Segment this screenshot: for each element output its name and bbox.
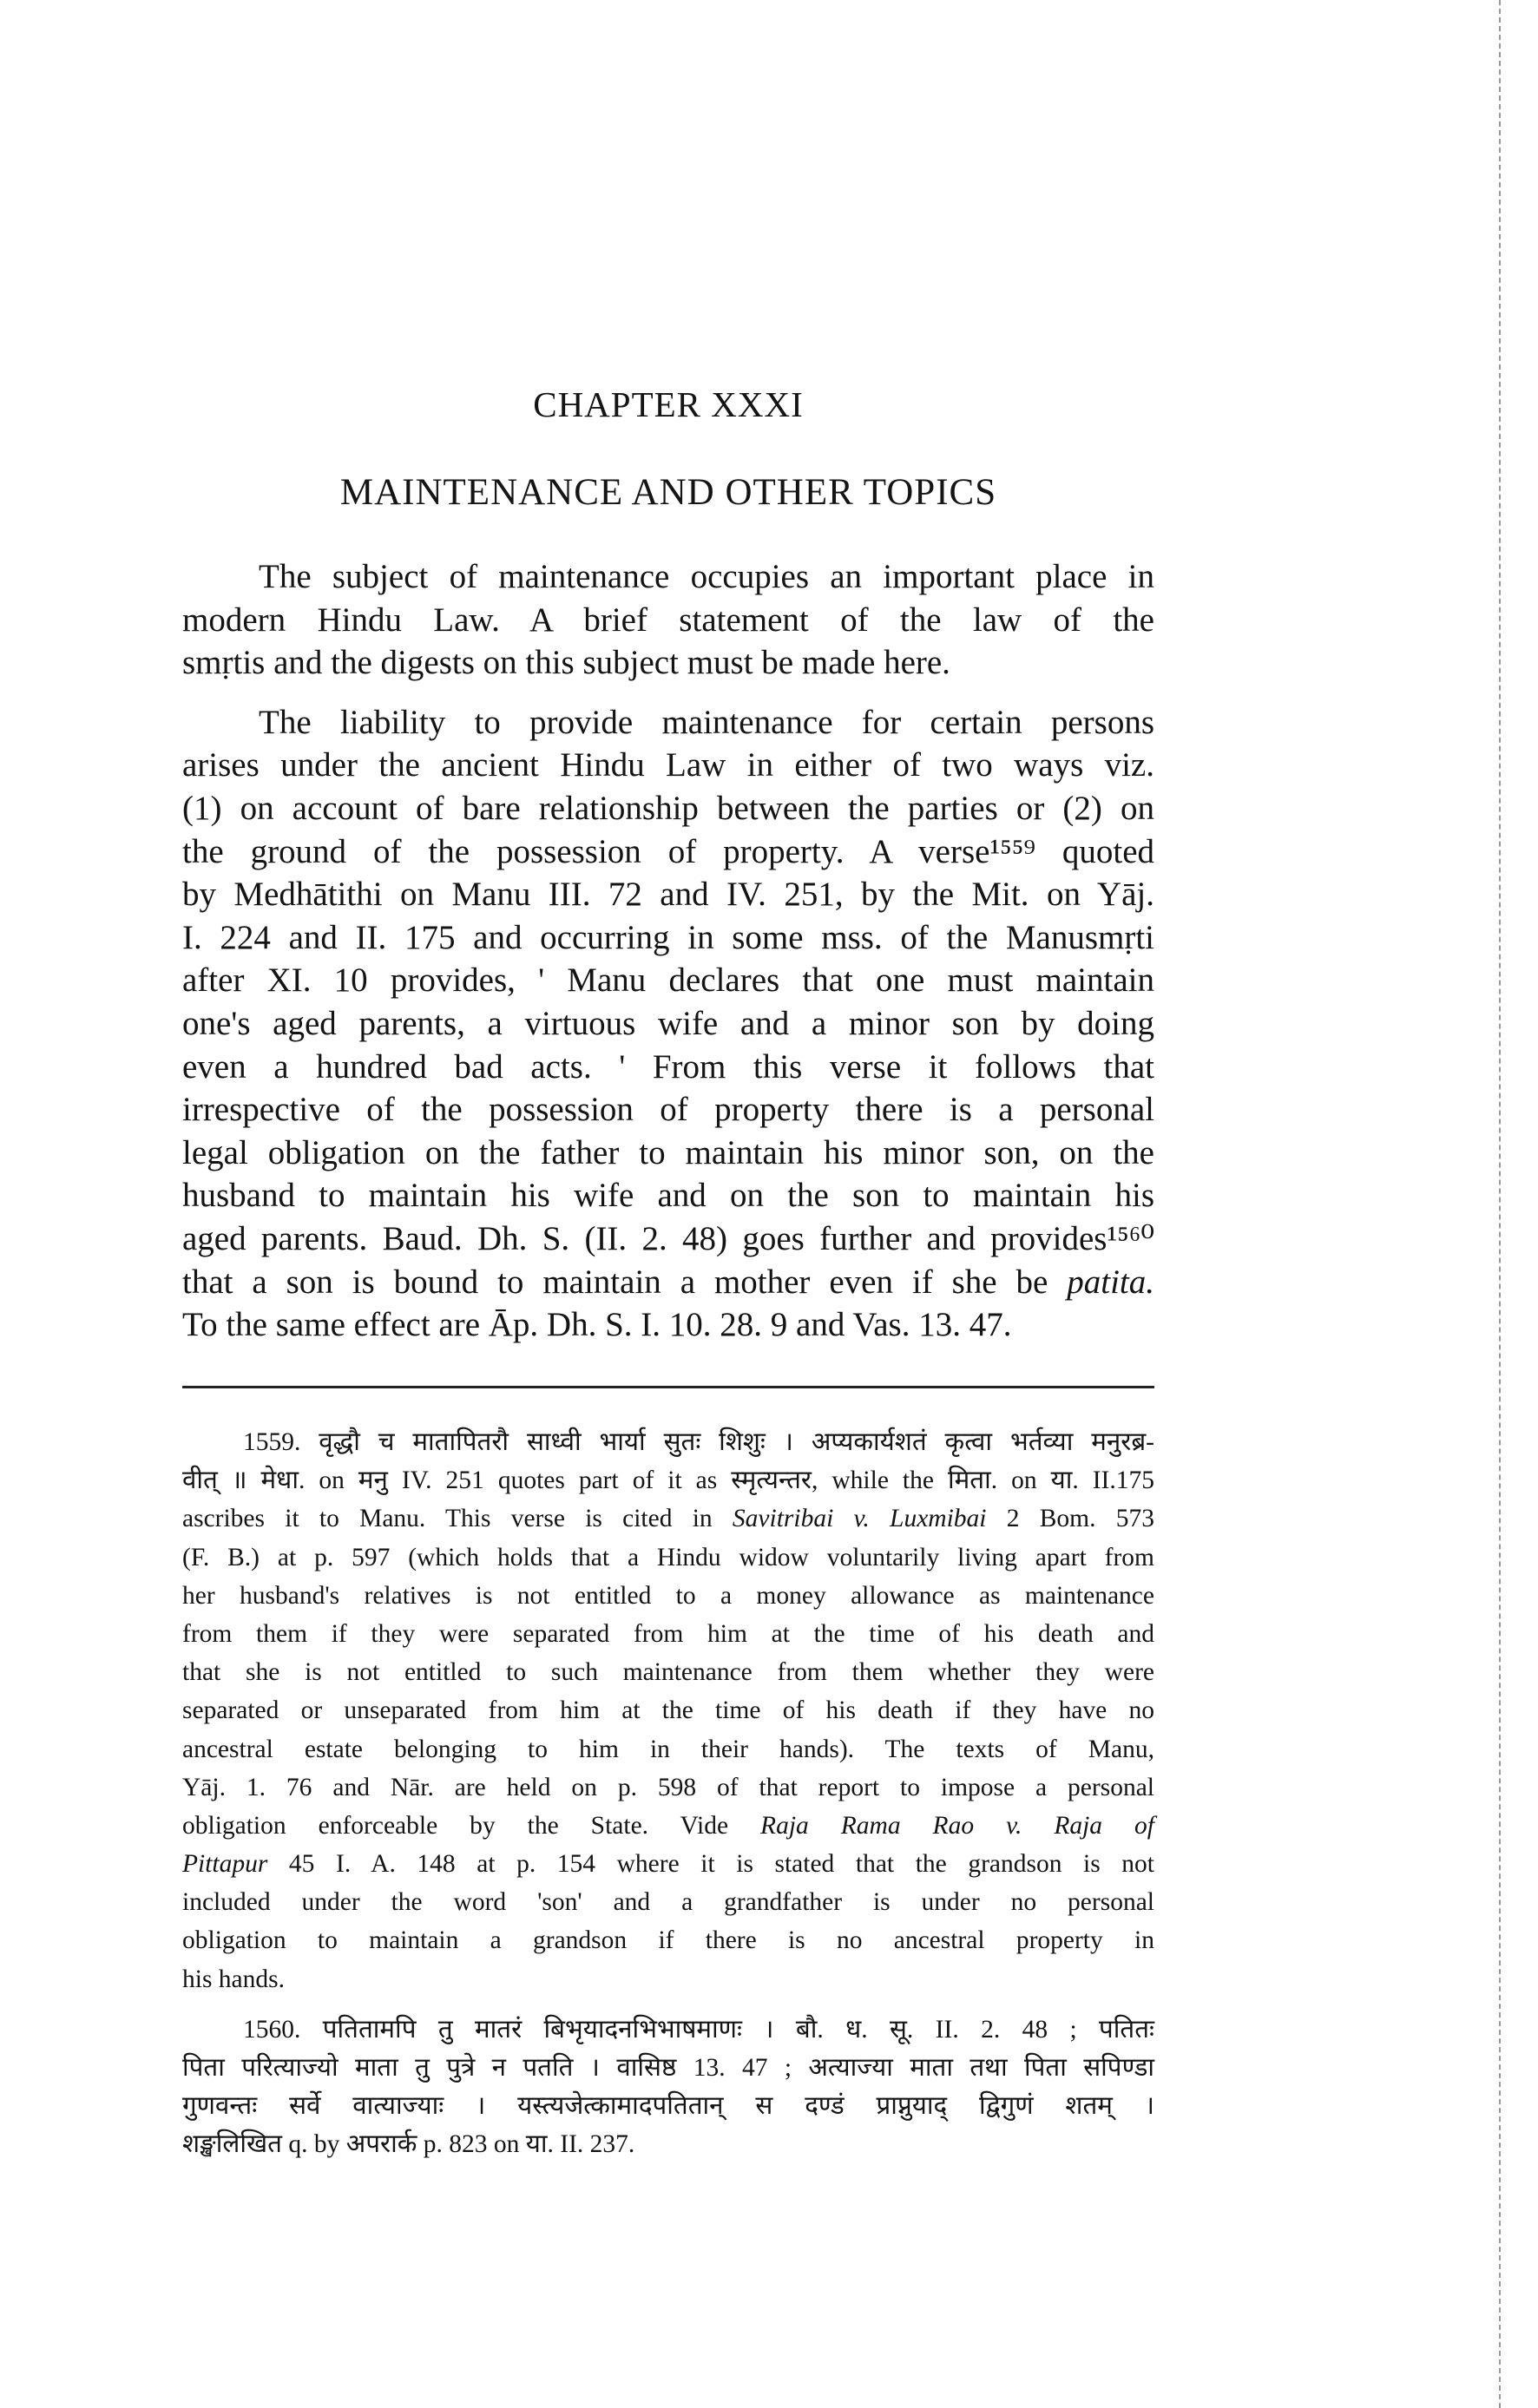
text-line: his hands. bbox=[182, 1965, 285, 1993]
text-line: even a hundred bad acts. ' From this verse it follows that bbox=[182, 1047, 1154, 1086]
text-line: after XI. 10 provides, ' Manu declares that one must maintain bbox=[182, 961, 1154, 1000]
text-segment: that a son is bound to maintain a mother even if she be bbox=[182, 1263, 1068, 1301]
text-segment: ascribes it to Manu. This verse is cited in bbox=[182, 1505, 733, 1533]
text-line: legal obligation on the father to maintain his minor son, on the bbox=[182, 1133, 1154, 1171]
text-line: the ground of the possession of property. A verse¹⁵⁵⁹ quoted bbox=[182, 832, 1154, 870]
italic-text: Savitribai v. Luxmibai bbox=[732, 1505, 987, 1533]
text-line: शङ्खलिखित q. by अपरार्क p. 823 on या. II. 237. bbox=[182, 2130, 635, 2159]
text-line: arises under the ancient Hindu Law in either of two ways viz. bbox=[182, 746, 1154, 784]
text-line: from them if they were separated from him at the time of his death and bbox=[182, 1619, 1154, 1648]
italic-text: Pittapur bbox=[182, 1850, 268, 1879]
text-segment: 45 I. A. 148 at p. 154 where it is stated that the grandson is not bbox=[267, 1850, 1154, 1879]
footnote bbox=[182, 2011, 1154, 2164]
paragraph bbox=[182, 701, 1154, 1347]
italic-text: Raja Rama Rao v. Raja of bbox=[760, 1811, 1154, 1840]
text-line: obligation to maintain a grandson if there is no ancestral property in bbox=[182, 1926, 1154, 1955]
text-line: one's aged parents, a virtuous wife and a minor son by doing bbox=[182, 1004, 1154, 1042]
text-line: aged parents. Baud. Dh. S. (II. 2. 48) goes further and provides¹⁵⁶⁰ bbox=[182, 1219, 1154, 1257]
text-line: that she is not entitled to such maintenance from them whether they were bbox=[182, 1658, 1154, 1687]
text-line bbox=[182, 1807, 1154, 1845]
footnotes bbox=[182, 1423, 1154, 2176]
footnote-divider bbox=[182, 1386, 1154, 1388]
text-line: पिता परित्याज्यो माता तु पुत्रे न पतति । वासिष्ठ 13. 47 ; अत्याज्या माता तथा पिता सपिण्डा bbox=[182, 2054, 1154, 2082]
chapter-title: MAINTENANCE AND OTHER TOPICS bbox=[339, 472, 997, 513]
text-line: गुणवन्तः सर्वे वात्याज्याः । यस्त्यजेत्कामादपतितान् स दण्डं प्राप्नुयाद् द्विगुणं शतम् । bbox=[182, 2092, 1154, 2121]
text-line: 1560. पतितामपि तु मातरं बिभृयादनभिभाषमाणः । बौ. ध. सू. II. 2. 48 ; पतितः bbox=[243, 2015, 1154, 2044]
text-line: I. 224 and II. 175 and occurring in some mss. of the Manusmṛti bbox=[182, 918, 1154, 956]
text-line: separated or unseparated from him at the time of his death if they have no bbox=[182, 1696, 1154, 1725]
footnote bbox=[182, 1423, 1154, 1998]
text-line: (1) on account of bare relationship between the parties or (2) on bbox=[182, 789, 1154, 827]
text-line: The subject of maintenance occupies an important place in bbox=[259, 558, 1154, 595]
text-line bbox=[182, 1261, 1154, 1304]
text-line: (F. B.) at p. 597 (which holds that a Hindu widow voluntarily living apart from bbox=[182, 1543, 1154, 1571]
text-line: by Medhātithi on Manu III. 72 and IV. 251, by the Mit. on Yāj. bbox=[182, 876, 1154, 914]
text-segment: 2 Bom. 573 bbox=[986, 1505, 1154, 1533]
text-line: her husband's relatives is not entitled to a money allowance as maintenance bbox=[182, 1581, 1154, 1610]
text-segment: obligation enforceable by the State. Vide bbox=[182, 1811, 761, 1840]
text-line bbox=[182, 1845, 1154, 1883]
text-line: ancestral estate belonging to him in their hands). The texts of Manu, bbox=[182, 1735, 1154, 1763]
italic-text: patita. bbox=[1067, 1263, 1154, 1301]
text-line: To the same effect are Āp. Dh. S. I. 10. 28. 9 and Vas. 13. 47. bbox=[182, 1306, 1012, 1344]
text-line: modern Hindu Law. A brief statement of the law of the bbox=[182, 600, 1154, 639]
text-line: smṛtis and the digests on this subject must be made here. bbox=[182, 644, 950, 682]
text-line: वीत् ॥ मेधा. on मनु IV. 251 quotes part of it as स्मृत्यन्तर, while the मिता. on या. II.175 bbox=[182, 1466, 1154, 1495]
paragraph bbox=[182, 555, 1154, 685]
text-line bbox=[182, 1499, 1154, 1538]
text-line: The liability to provide maintenance for certain persons bbox=[259, 703, 1154, 741]
text-line: 1559. वृद्धौ च मातापितरौ साध्वी भार्या सुतः शिशुः । अप्यकार्यशतं कृत्वा भर्तव्या मनुरब्र- bbox=[243, 1428, 1154, 1456]
text-line: included under the word 'son' and a grandfather is under no personal bbox=[182, 1888, 1154, 1917]
text-line: husband to maintain his wife and on the son to maintain his bbox=[182, 1177, 1154, 1215]
chapter-heading: CHAPTER XXXI bbox=[533, 384, 804, 424]
body-text bbox=[182, 555, 1154, 1363]
text-line: Yāj. 1. 76 and Nār. are held on p. 598 of that report to impose a personal bbox=[182, 1773, 1154, 1801]
page-edge-line bbox=[1499, 0, 1501, 2408]
text-line: irrespective of the possession of property there is a personal bbox=[182, 1091, 1154, 1129]
